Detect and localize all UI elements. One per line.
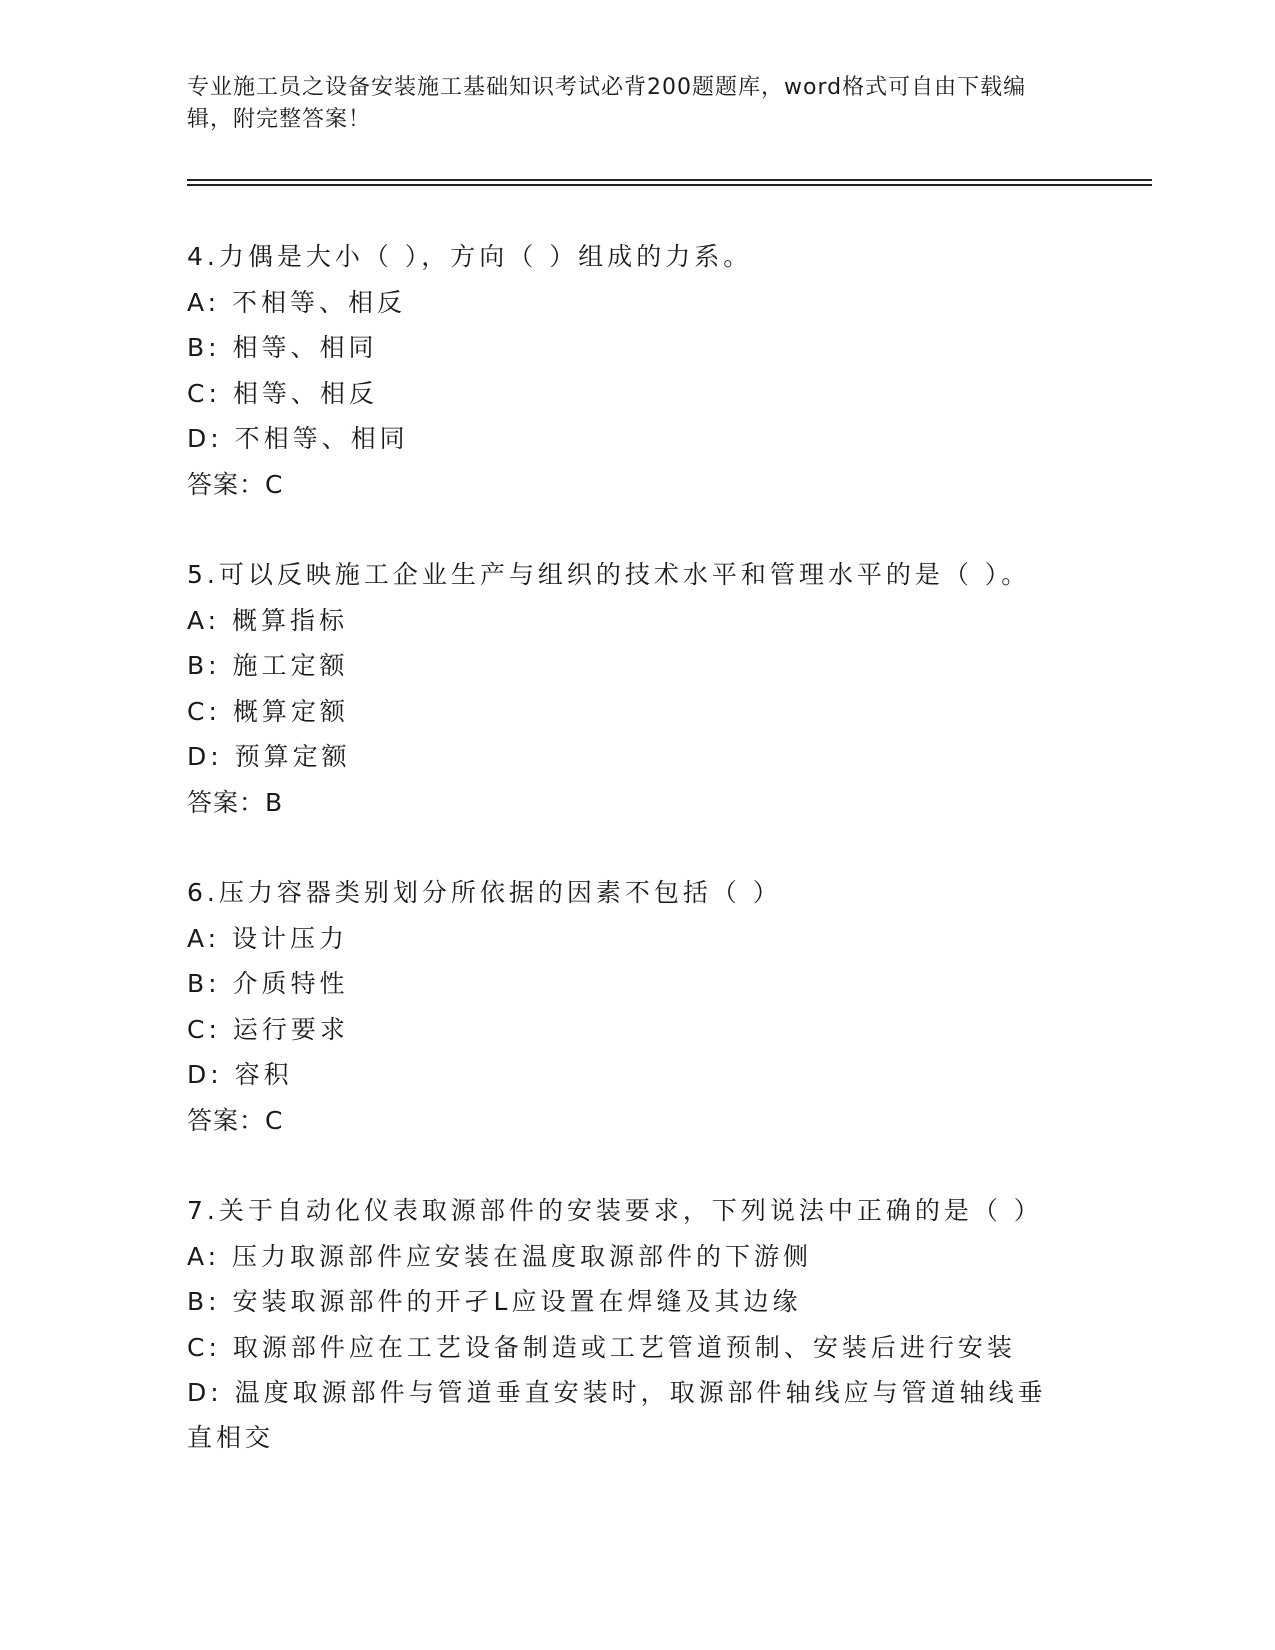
option-b: B: 相等、相同 xyxy=(187,333,378,362)
question-5 xyxy=(187,552,1087,825)
question-stem: 6.压力容器类别划分所依据的因素不包括（ ） xyxy=(187,878,782,907)
option-d: D: 容积 xyxy=(187,1060,293,1089)
option-d: D: 不相等、相同 xyxy=(187,424,409,453)
option-b: B: 施工定额 xyxy=(187,651,349,680)
header-divider-top xyxy=(187,179,1152,181)
option-a: A: 概算指标 xyxy=(187,605,349,635)
option-d: D: 预算定额 xyxy=(187,742,351,771)
option-c: C: 取源部件应在工艺设备制造或工艺管道预制、安装后进行安装 xyxy=(187,1332,1016,1362)
answer: 答案：C xyxy=(187,469,284,499)
question-7 xyxy=(187,1188,1087,1460)
option-b: B: 介质特性 xyxy=(187,969,349,998)
option-c: C: 相等、相反 xyxy=(187,378,378,408)
option-d: D: 温度取源部件与管道垂直安装时，取源部件轴线应与管道轴线垂直相交 xyxy=(187,1378,1047,1452)
document-header xyxy=(187,72,1067,136)
option-a: A: 压力取源部件应安装在温度取源部件的下游侧 xyxy=(187,1241,813,1271)
option-c: C: 概算定额 xyxy=(187,696,349,726)
question-4 xyxy=(187,234,1087,507)
option-a: A: 不相等、相反 xyxy=(187,287,407,317)
option-a: A: 设计压力 xyxy=(187,923,349,953)
question-stem: 5.可以反映施工企业生产与组织的技术水平和管理水平的是（ ）。 xyxy=(187,560,1031,589)
question-stem: 7.关于自动化仪表取源部件的安装要求，下列说法中正确的是（ ） xyxy=(187,1196,1043,1225)
header-title: 专业施工员之设备安装施工基础知识考试必背200题题库，word格式可自由下载编辑，附完整答案！ xyxy=(187,75,1027,132)
question-6 xyxy=(187,870,1087,1143)
answer: 答案：B xyxy=(187,787,284,817)
answer: 答案：C xyxy=(187,1105,284,1135)
option-b: B: 安装取源部件的开孑L应设置在焊缝及其边缘 xyxy=(187,1287,802,1316)
header-divider-bottom xyxy=(187,184,1152,186)
option-c: C: 运行要求 xyxy=(187,1014,349,1044)
question-stem: 4.力偶是大小（ ），方向（ ）组成的力系。 xyxy=(187,242,753,271)
